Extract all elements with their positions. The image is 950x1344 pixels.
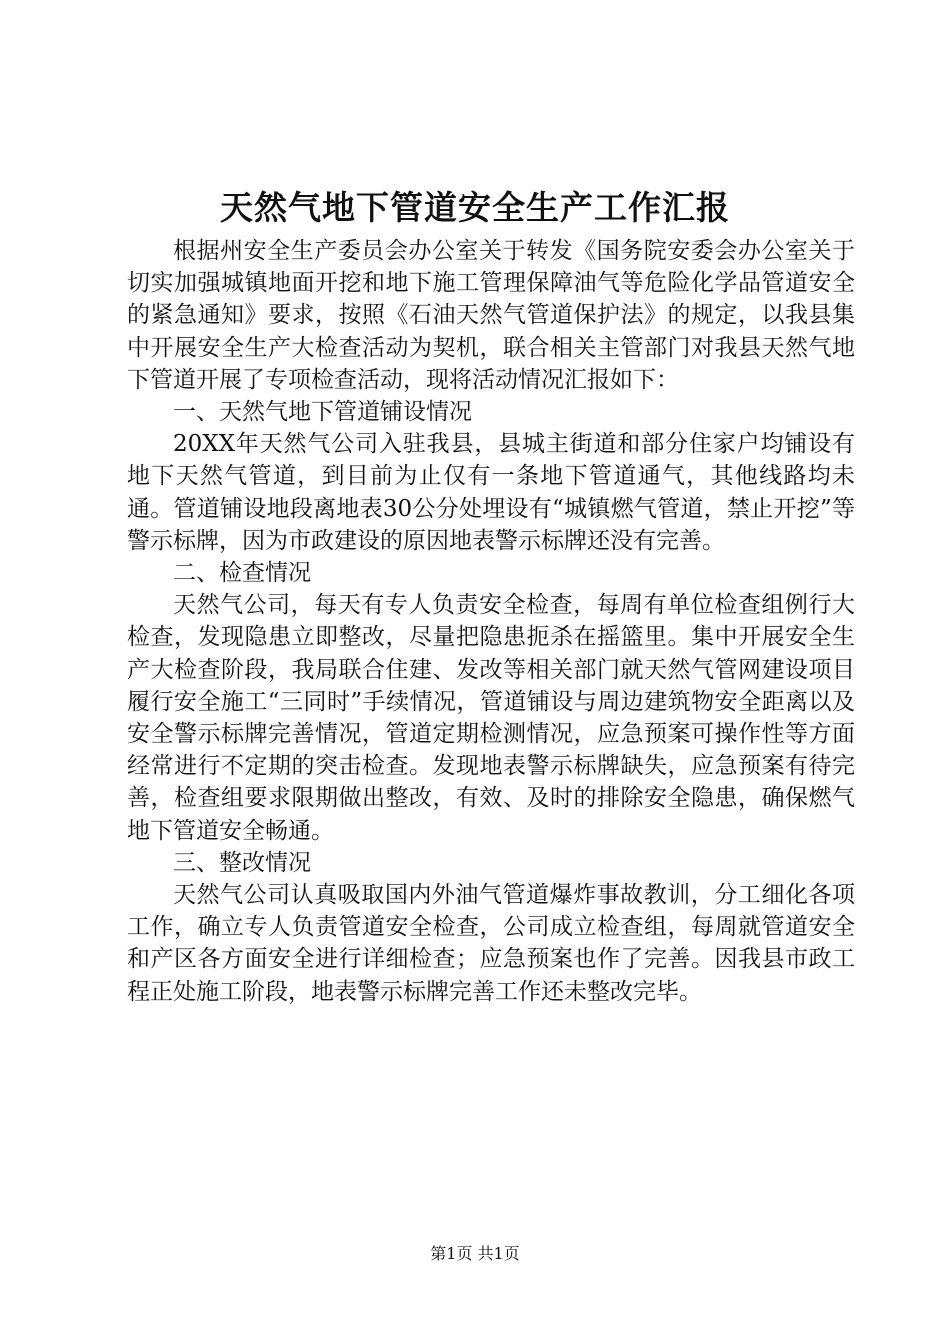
section-1-paragraph: 20XX年天然气公司入驻我县，县城主街道和部分住家户均铺设有地下天然气管道，到目前为止仅有一条地下管道通气，其他线路均未通。管道铺设地段离地表30公分处埋设有“城镇燃气管道，禁止开挖”等警示标牌，因为市政建设的原因地表警示标牌还没有完善。 <box>127 431 855 554</box>
section-heading-1: 一、天然气地下管道铺设情况 <box>173 399 472 426</box>
section-3-paragraph: 天然气公司认真吸取国内外油气管道爆炸事故教训，分工细化各项工作，确立专人负责管道安全检查，公司成立检查组，每周就管道安全和产区各方面安全进行详细检查；应急预案也作了完善。因我县市政工程正处施工阶段，地表警示标牌完善工作还未整改完毕。 <box>127 882 855 1005</box>
document-title: 天然气地下管道安全生产工作汇报 <box>220 188 730 227</box>
section-heading-2: 二、检查情况 <box>173 560 311 587</box>
page-number-footer: 第1页 共1页 <box>430 1244 520 1263</box>
intro-paragraph: 根据州安全生产委员会办公室关于转发《国务院安委会办公室关于切实加强城镇地面开挖和地下施工管理保障油气等危险化学品管道安全的紧急通知》要求，按照《石油天然气管道保护法》的规定，以我县集中开展安全生产大检查活动为契机，联合相关主管部门对我县天然气地下管道开展了专项检查活动，现将活动情况汇报如下： <box>127 238 855 393</box>
document-body <box>127 235 855 1008</box>
section-2-paragraph: 天然气公司，每天有专人负责安全检查，每周有单位检查组例行大检查，发现隐患立即整改，尽量把隐患扼杀在摇篮里。集中开展安全生产大检查阶段，我局联合住建、发改等相关部门就天然气管网建设项目履行安全施工“三同时”手续情况，管道铺设与周边建筑物安全距离以及安全警示标牌完善情况，管道定期检测情况，应急预案可操作性等方面经常进行不定期的突击检查。发现地表警示标牌缺失，应急预案有待完善，检查组要求限期做出整改，有效、及时的排除安全隐患，确保燃气地下管道安全畅通。 <box>127 592 855 844</box>
section-heading-3: 三、整改情况 <box>173 849 311 876</box>
